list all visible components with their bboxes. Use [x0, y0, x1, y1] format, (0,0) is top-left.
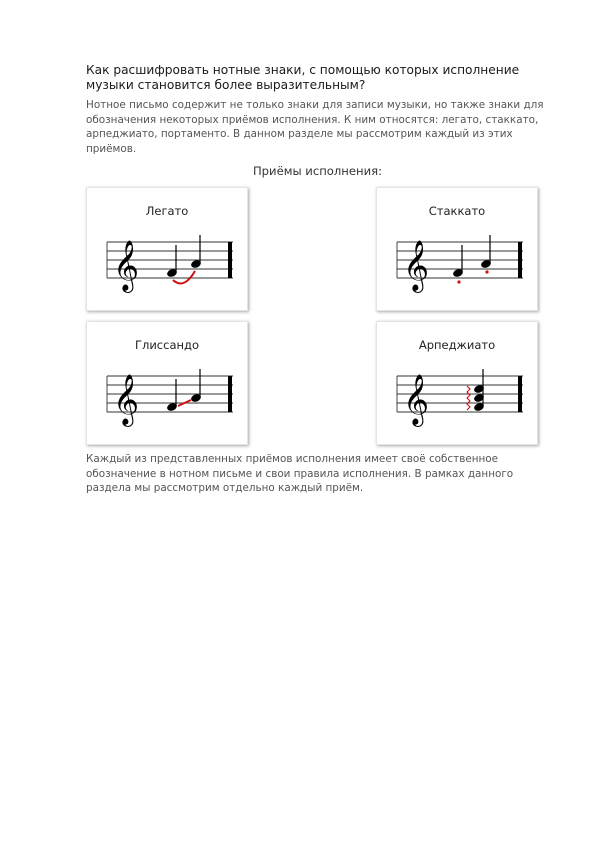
intro-paragraph: Нотное письмо содержит не только знаки для записи музыки, но также знаки для обозначения некоторых приёмов исполнения. К ним относятся: легато, стаккато, арпеджиато, портаменто. В данном разделе мы рассмотрим каждый из этих приёмов. — [86, 99, 544, 155]
arpeggiato-label: Арпеджиато — [418, 338, 496, 352]
outro-paragraph: Каждый из представленных приёмов исполнения имеет своё собственное обозначение в нотном письме и свои правила исполнения. В рамках данного раздела мы рассмотрим отдельно каждый приём. — [86, 453, 514, 495]
arpeggiato-staff — [377, 322, 539, 446]
staccato-staff — [377, 188, 539, 312]
legato-label: Легато — [145, 204, 189, 218]
glissando-label: Глиссандо — [134, 338, 200, 352]
glissando-card — [86, 321, 248, 445]
glissando-staff — [87, 322, 249, 446]
treble-clef-icon: 𝄞 — [113, 374, 140, 425]
legato-staff — [87, 188, 249, 312]
section-heading: Приёмы исполнения: — [252, 164, 383, 178]
staccato-card — [376, 187, 538, 311]
page-title: Как расшифровать нотные знаки, с помощью которых исполнение музыки становится более выразительным? — [86, 63, 520, 92]
arpeggiato-card — [376, 321, 538, 445]
staccato-label: Стаккато — [428, 204, 486, 218]
treble-clef-icon: 𝄞 — [403, 374, 430, 425]
legato-card — [86, 187, 248, 311]
treble-clef-icon: 𝄞 — [403, 240, 430, 291]
treble-clef-icon: 𝄞 — [113, 240, 140, 291]
